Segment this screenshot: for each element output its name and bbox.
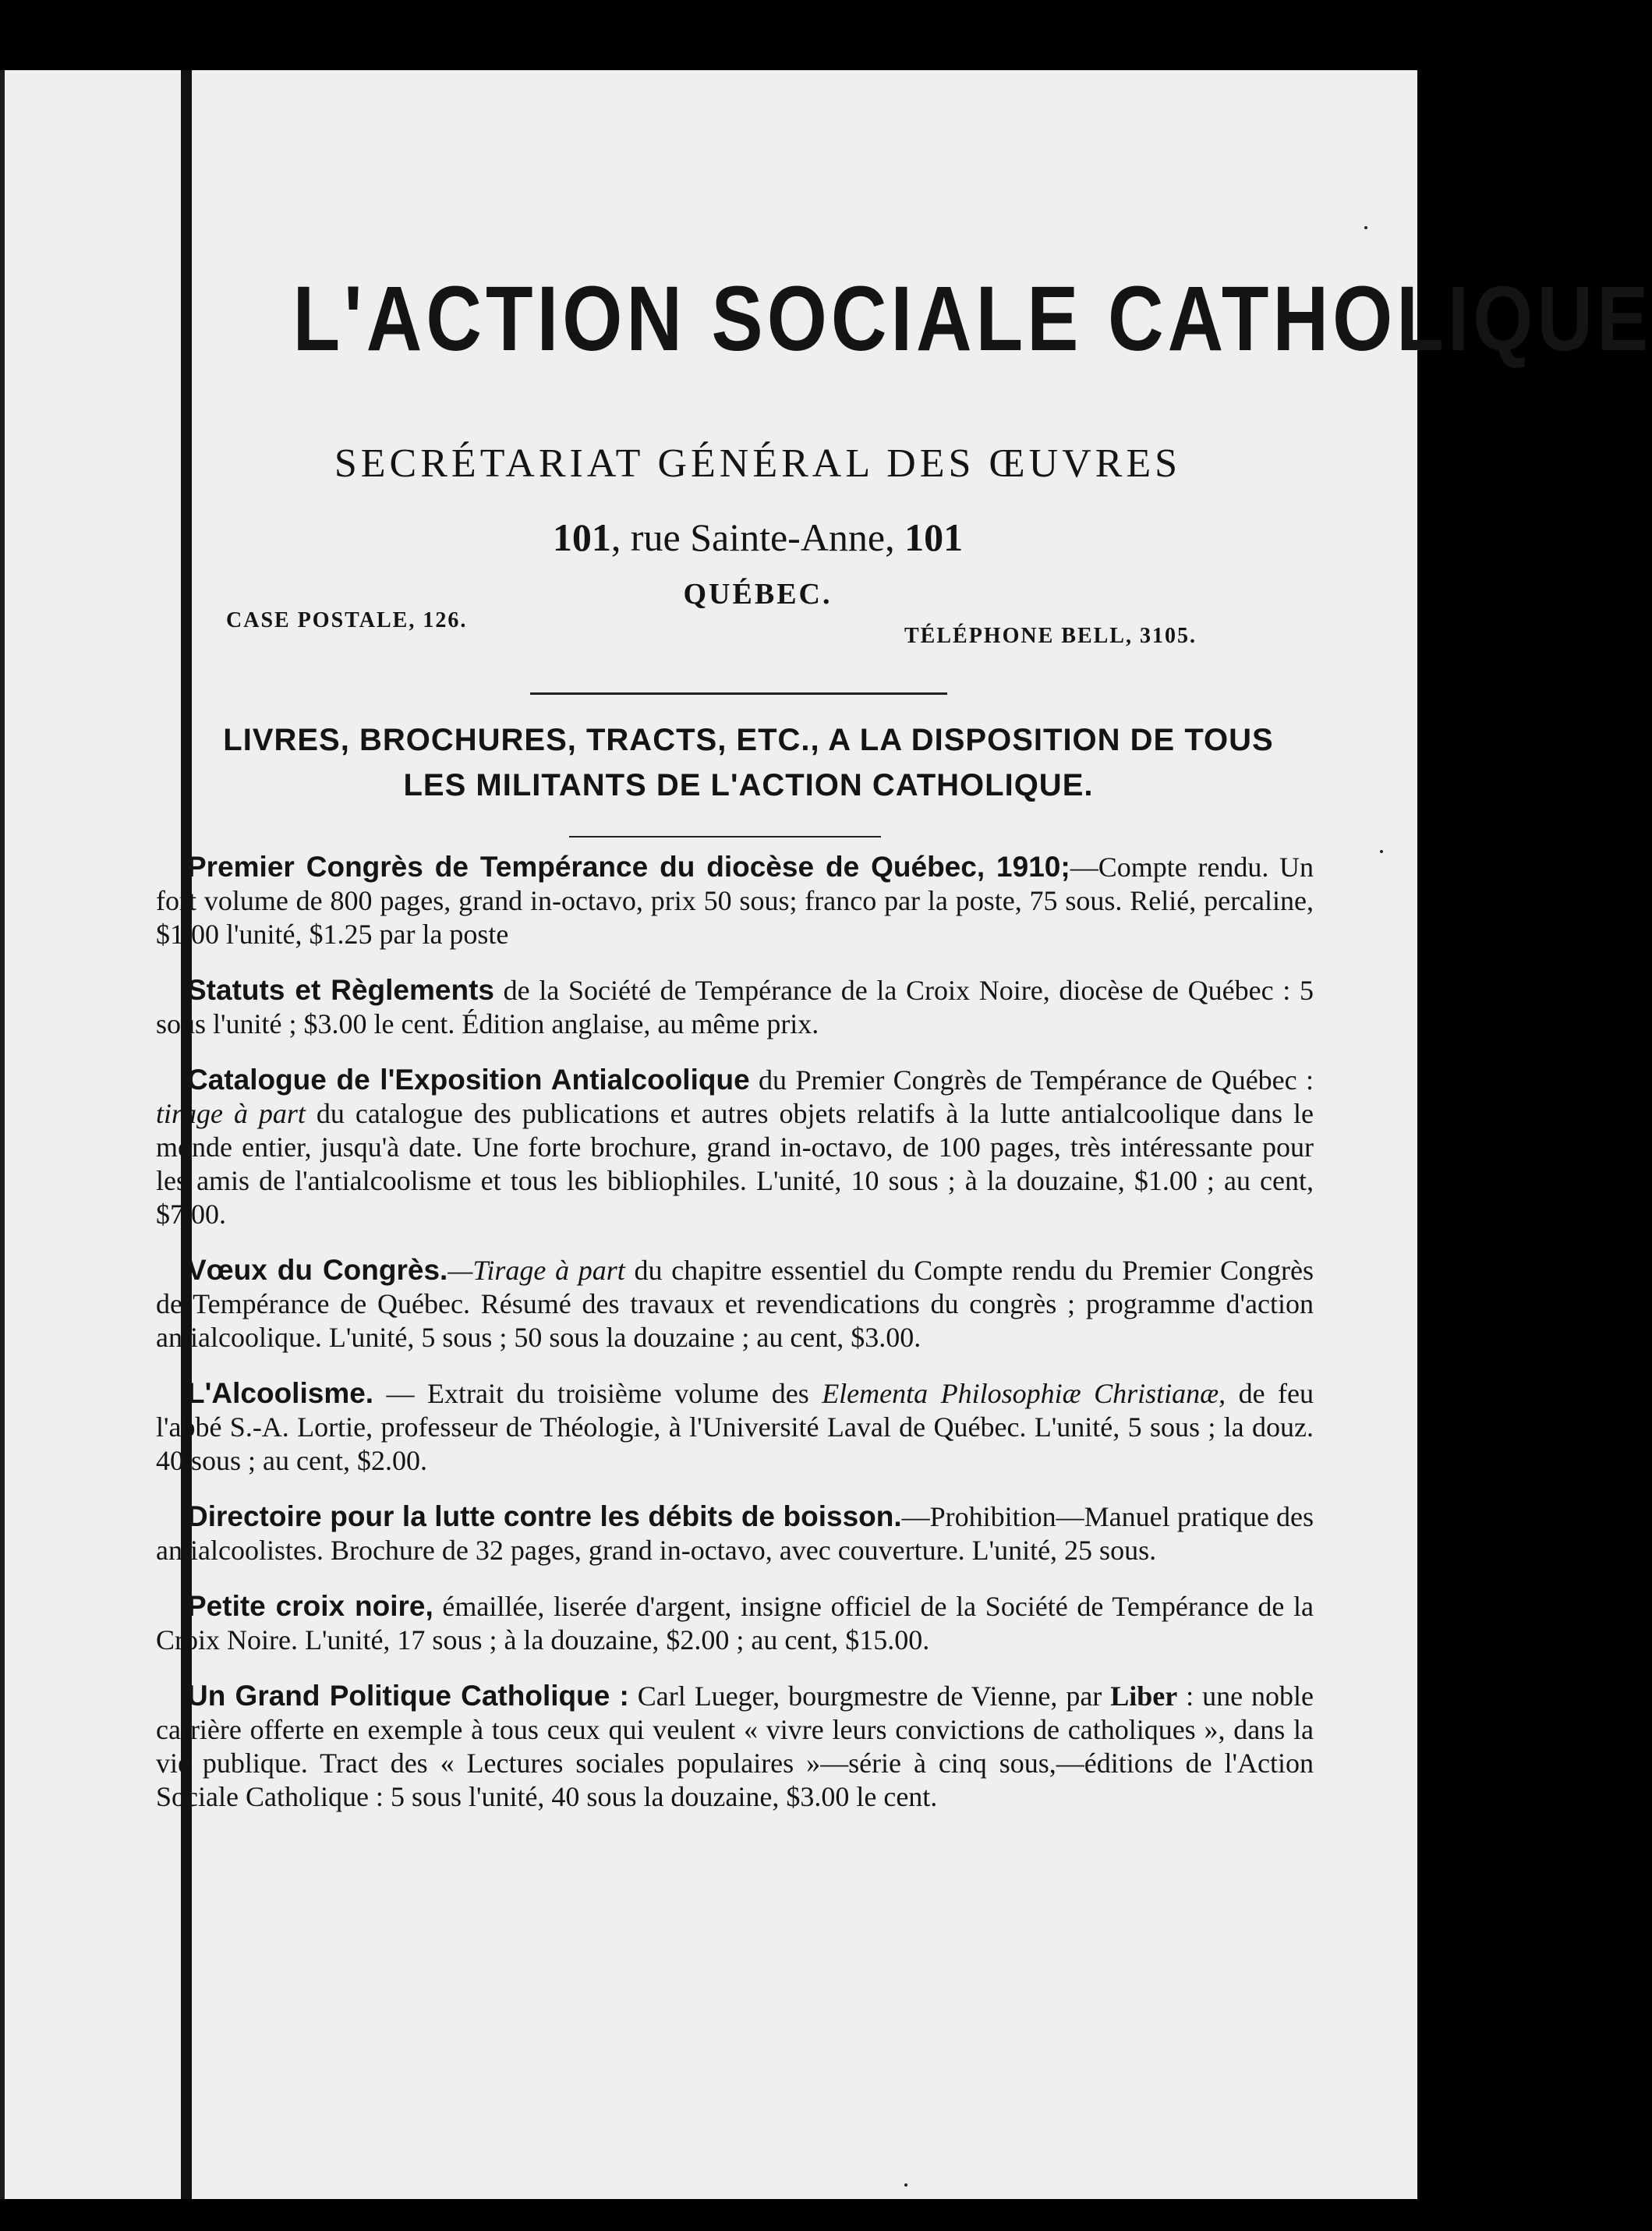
item-italic: tirage à part: [156, 1098, 306, 1129]
section-title-line-2: LES MILITANTS DE L'ACTION CATHOLIQUE.: [403, 768, 1094, 802]
item-title: L'Alcoolisme.: [187, 1377, 374, 1409]
item-text: du chapitre essentiel du Compte rendu du Premier Congrès de Tempérance de Québec. Résumé des travaux et revendications du congrès ; programme d'action antialcoolique. L'unité, 5 sous ; 50 sous la douzaine ; au cent, $3.00.: [156, 1255, 1314, 1353]
item-text: de la Société de Tempérance de la Croix Noire, diocèse de Québec : 5 sous l'unité ; $3.00 le cent. Édition anglaise, au même prix.: [156, 975, 1314, 1039]
address-number: 101: [552, 515, 611, 559]
item-title: Vœux du Congrès.: [187, 1254, 448, 1286]
telephone-label: TÉLÉPHONE BELL, 3105.: [904, 624, 1197, 648]
item-title: Statuts et Règlements: [187, 974, 494, 1006]
item-title: Directoire pour la lutte contre les débits de boisson.: [187, 1500, 902, 1532]
address-street: , rue Sainte-Anne,: [610, 515, 905, 559]
list-item: [156, 1679, 1314, 1814]
item-text: —Prohibition—Manuel pratique des antialcoolistes. Brochure de 32 pages, grand in-octavo, avec couverture. L'unité, 25 sous.: [156, 1501, 1314, 1566]
publication-list: [156, 850, 1314, 1836]
speck: [1380, 850, 1383, 853]
item-title: Un Grand Politique Catholique :: [187, 1680, 629, 1712]
street-address: [204, 515, 1311, 560]
list-item: [156, 850, 1314, 951]
city-label: QUÉBEC.: [683, 578, 833, 611]
postbox-label: CASE POSTALE, 126.: [226, 608, 468, 632]
speck: [1364, 226, 1367, 229]
item-title: Catalogue de l'Exposition Antialcoolique: [187, 1064, 750, 1096]
item-text: : une noble carrière offerte en exemple à tous ceux qui veulent « vivre leurs convictions de catholiques », dans la vie publique. Tract des « Lectures sociales populaires »—série à cinq sous,—éditions de l'Action Sociale Catholique : 5 sous l'unité, 40 sous la douzaine, $3.00 le cent.: [156, 1680, 1314, 1812]
list-item: [156, 1500, 1314, 1567]
item-title: Premier Congrès de Tempérance du diocèse de Québec, 1910;: [187, 851, 1070, 883]
list-item: [156, 973, 1314, 1041]
item-text: —Compte rendu. Un fort volume de 800 pages, grand in-octavo, prix 50 sous; franco par la poste, 75 sous. Relié, percaline, $1.00 l'unité, $1.25 par la poste: [156, 852, 1314, 950]
item-text: de feu l'abbé S.-A. Lortie, professeur de Théologie, à l'Université Laval de Québec. L'unité, 5 sous ; la douz. 40 sous ; au cent, $2.00.: [156, 1378, 1314, 1476]
item-title: Petite croix noire,: [187, 1590, 433, 1622]
list-item: [156, 1589, 1314, 1657]
speck: [904, 2183, 907, 2187]
item-text: émaillée, liserée d'argent, insigne officiel de la Société de Tempérance de la Croix Noire. L'unité, 17 sous ; à la douzaine, $2.00 ; au cent, $15.00.: [156, 1591, 1314, 1656]
list-item: [156, 1253, 1314, 1355]
item-text: du Premier Congrès de Tempérance de Québec :: [749, 1064, 1314, 1096]
list-item: [156, 1376, 1314, 1478]
item-text: — Extrait du troisième volume des: [373, 1378, 822, 1409]
item-text: du catalogue des publications et autres objets relatifs à la lutte antialcoolique dans le monde entier, jusqu'à date. Une forte brochure, grand in-octavo, de 100 pages, très intéressante pour les amis de l'antialcoolisme et tous les bibliophiles. L'unité, 10 sous ; à la douzaine, $1.00 ; au cent, $7.00.: [156, 1098, 1314, 1230]
section-title: [172, 717, 1325, 808]
address-number-2: 101: [904, 515, 964, 559]
list-item: [156, 1063, 1314, 1231]
masthead-title: L'ACTION SOCIALE CATHOLIQUE: [292, 267, 1652, 370]
section-title-line-1: LIVRES, BROCHURES, TRACTS, ETC., A LA DISPOSITION DE TOUS: [223, 723, 1274, 757]
divider-rule: [569, 836, 881, 838]
masthead-subtitle: SECRÉTARIAT GÉNÉRAL DES ŒUVRES: [334, 441, 1182, 486]
item-bold: Liber: [1110, 1680, 1178, 1712]
item-text: Carl Lueger, bourgmestre de Vienne, par: [628, 1680, 1111, 1712]
page-edge-shadow: [0, 70, 5, 2199]
divider-rule: [530, 692, 947, 695]
item-italic: —Tirage à part: [447, 1255, 625, 1286]
item-italic: Elementa Philosophiæ Christianæ,: [822, 1378, 1226, 1409]
